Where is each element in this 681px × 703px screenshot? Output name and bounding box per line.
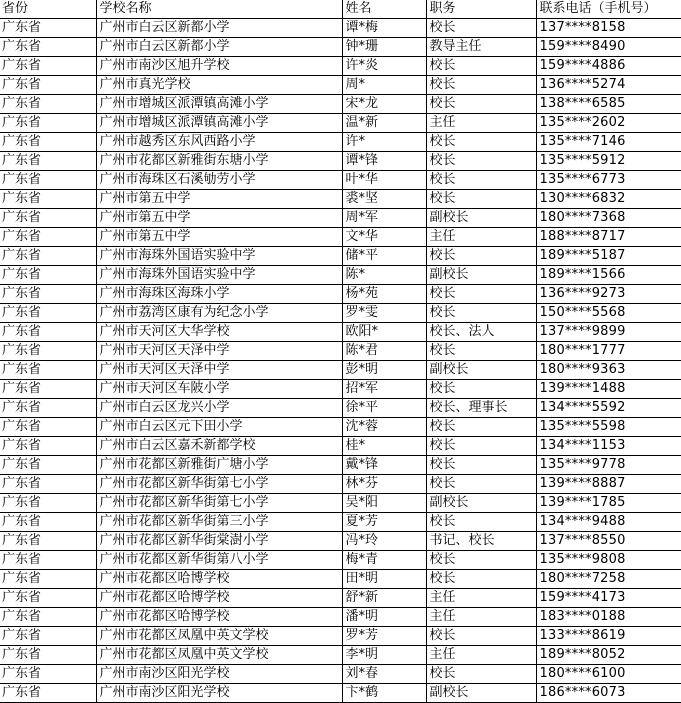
table-row bbox=[0, 19, 681, 38]
cell-person-name: 钟*珊 bbox=[342, 38, 426, 57]
cell-person-name: 戴*锋 bbox=[342, 456, 426, 475]
table-row bbox=[0, 437, 681, 456]
cell-person-name: 林*芬 bbox=[342, 475, 426, 494]
cell-person-name: 桂* bbox=[342, 437, 426, 456]
cell-school-name: 广州市花都区新华街第七小学 bbox=[96, 475, 342, 494]
table-row bbox=[0, 76, 681, 95]
table-row bbox=[0, 323, 681, 342]
cell-person-name: 谭*梅 bbox=[342, 19, 426, 38]
cell-position: 校长 bbox=[426, 513, 536, 532]
cell-position: 副校长 bbox=[426, 361, 536, 380]
cell-province: 广东省 bbox=[0, 513, 96, 532]
table-row bbox=[0, 532, 681, 551]
cell-position: 校长 bbox=[426, 57, 536, 76]
header-province: 省份 bbox=[0, 0, 96, 19]
cell-person-name: 罗*雯 bbox=[342, 304, 426, 323]
cell-province: 广东省 bbox=[0, 494, 96, 513]
cell-person-name: 温*新 bbox=[342, 114, 426, 133]
table-row bbox=[0, 209, 681, 228]
cell-school-name: 广州市海珠区石溪劬劳小学 bbox=[96, 171, 342, 190]
cell-position: 校长 bbox=[426, 95, 536, 114]
cell-phone: 189****8052 bbox=[536, 646, 681, 665]
cell-province: 广东省 bbox=[0, 247, 96, 266]
table-row bbox=[0, 494, 681, 513]
cell-province: 广东省 bbox=[0, 684, 96, 703]
cell-province: 广东省 bbox=[0, 209, 96, 228]
cell-person-name: 舒*新 bbox=[342, 589, 426, 608]
cell-phone: 139****8887 bbox=[536, 475, 681, 494]
cell-phone: 133****8619 bbox=[536, 627, 681, 646]
cell-school-name: 广州市花都区新雅街东塘小学 bbox=[96, 152, 342, 171]
cell-position: 副校长 bbox=[426, 494, 536, 513]
cell-school-name: 广州市花都区新华街第八小学 bbox=[96, 551, 342, 570]
cell-school-name: 广州市南沙区旭升学校 bbox=[96, 57, 342, 76]
cell-position: 校长、法人 bbox=[426, 323, 536, 342]
cell-province: 广东省 bbox=[0, 57, 96, 76]
cell-province: 广东省 bbox=[0, 171, 96, 190]
cell-school-name: 广州市真光学校 bbox=[96, 76, 342, 95]
cell-phone: 135****9778 bbox=[536, 456, 681, 475]
table-row bbox=[0, 551, 681, 570]
cell-phone: 139****1488 bbox=[536, 380, 681, 399]
table-row bbox=[0, 380, 681, 399]
cell-person-name: 欧阳* bbox=[342, 323, 426, 342]
cell-school-name: 广州市白云区新都小学 bbox=[96, 19, 342, 38]
cell-province: 广东省 bbox=[0, 304, 96, 323]
cell-phone: 159****8490 bbox=[536, 38, 681, 57]
cell-person-name: 刘*春 bbox=[342, 665, 426, 684]
cell-province: 广东省 bbox=[0, 95, 96, 114]
cell-province: 广东省 bbox=[0, 456, 96, 475]
table-row bbox=[0, 513, 681, 532]
cell-phone: 135****5598 bbox=[536, 418, 681, 437]
cell-phone: 189****5187 bbox=[536, 247, 681, 266]
cell-province: 广东省 bbox=[0, 19, 96, 38]
cell-person-name: 田*明 bbox=[342, 570, 426, 589]
cell-phone: 159****4173 bbox=[536, 589, 681, 608]
cell-position: 校长 bbox=[426, 190, 536, 209]
table-row bbox=[0, 228, 681, 247]
cell-person-name: 周* bbox=[342, 76, 426, 95]
cell-province: 广东省 bbox=[0, 152, 96, 171]
cell-position: 校长 bbox=[426, 665, 536, 684]
table-row bbox=[0, 342, 681, 361]
cell-position: 校长 bbox=[426, 342, 536, 361]
cell-province: 广东省 bbox=[0, 532, 96, 551]
cell-province: 广东省 bbox=[0, 76, 96, 95]
cell-person-name: 罗*芳 bbox=[342, 627, 426, 646]
cell-phone: 135****7146 bbox=[536, 133, 681, 152]
cell-phone: 135****2602 bbox=[536, 114, 681, 133]
cell-position: 校长 bbox=[426, 171, 536, 190]
cell-province: 广东省 bbox=[0, 342, 96, 361]
cell-position: 校长 bbox=[426, 551, 536, 570]
cell-school-name: 广州市天河区车陂小学 bbox=[96, 380, 342, 399]
table-row bbox=[0, 95, 681, 114]
cell-person-name: 夏*芳 bbox=[342, 513, 426, 532]
cell-province: 广东省 bbox=[0, 114, 96, 133]
cell-person-name: 梅*青 bbox=[342, 551, 426, 570]
table-row bbox=[0, 456, 681, 475]
cell-province: 广东省 bbox=[0, 551, 96, 570]
cell-province: 广东省 bbox=[0, 38, 96, 57]
cell-position: 书记、校长 bbox=[426, 532, 536, 551]
cell-phone: 183****0188 bbox=[536, 608, 681, 627]
cell-school-name: 广州市白云区元下田小学 bbox=[96, 418, 342, 437]
header-position: 职务 bbox=[426, 0, 536, 19]
cell-position: 主任 bbox=[426, 589, 536, 608]
cell-person-name: 叶*华 bbox=[342, 171, 426, 190]
cell-position: 主任 bbox=[426, 228, 536, 247]
cell-province: 广东省 bbox=[0, 608, 96, 627]
cell-province: 广东省 bbox=[0, 285, 96, 304]
cell-person-name: 徐*平 bbox=[342, 399, 426, 418]
cell-phone: 186****6073 bbox=[536, 684, 681, 703]
table-row bbox=[0, 418, 681, 437]
cell-school-name: 广州市花都区新华街第七小学 bbox=[96, 494, 342, 513]
cell-person-name: 宋*龙 bbox=[342, 95, 426, 114]
cell-position: 主任 bbox=[426, 646, 536, 665]
table-row bbox=[0, 570, 681, 589]
cell-phone: 130****6832 bbox=[536, 190, 681, 209]
cell-phone: 188****8717 bbox=[536, 228, 681, 247]
cell-school-name: 广州市海珠外国语实验中学 bbox=[96, 247, 342, 266]
cell-phone: 137****8158 bbox=[536, 19, 681, 38]
cell-person-name: 沈*蓉 bbox=[342, 418, 426, 437]
cell-position: 校长 bbox=[426, 418, 536, 437]
cell-phone: 135****6773 bbox=[536, 171, 681, 190]
cell-school-name: 广州市南沙区阳光学校 bbox=[96, 684, 342, 703]
header-phone: 联系电话（手机号） bbox=[536, 0, 681, 19]
cell-position: 校长 bbox=[426, 133, 536, 152]
table-row bbox=[0, 646, 681, 665]
cell-position: 校长 bbox=[426, 456, 536, 475]
cell-province: 广东省 bbox=[0, 399, 96, 418]
table-row bbox=[0, 589, 681, 608]
table-row bbox=[0, 171, 681, 190]
cell-person-name: 冯*玲 bbox=[342, 532, 426, 551]
cell-phone: 136****5274 bbox=[536, 76, 681, 95]
cell-phone: 134****5592 bbox=[536, 399, 681, 418]
cell-phone: 138****6585 bbox=[536, 95, 681, 114]
cell-position: 校长 bbox=[426, 152, 536, 171]
cell-school-name: 广州市花都区凤凰中英文学校 bbox=[96, 627, 342, 646]
table-row bbox=[0, 57, 681, 76]
cell-position: 副校长 bbox=[426, 209, 536, 228]
cell-phone: 180****6100 bbox=[536, 665, 681, 684]
cell-phone: 159****4886 bbox=[536, 57, 681, 76]
cell-phone: 139****1785 bbox=[536, 494, 681, 513]
cell-person-name: 裘*坚 bbox=[342, 190, 426, 209]
cell-position: 校长 bbox=[426, 76, 536, 95]
cell-person-name: 许*炎 bbox=[342, 57, 426, 76]
cell-school-name: 广州市增城区派潭镇高滩小学 bbox=[96, 95, 342, 114]
cell-person-name: 陈* bbox=[342, 266, 426, 285]
cell-phone: 180****1777 bbox=[536, 342, 681, 361]
cell-province: 广东省 bbox=[0, 266, 96, 285]
cell-school-name: 广州市花都区哈博学校 bbox=[96, 570, 342, 589]
cell-province: 广东省 bbox=[0, 570, 96, 589]
table-row bbox=[0, 304, 681, 323]
table-row bbox=[0, 114, 681, 133]
cell-school-name: 广州市花都区新华街棠澍小学 bbox=[96, 532, 342, 551]
cell-province: 广东省 bbox=[0, 190, 96, 209]
table-row bbox=[0, 684, 681, 703]
cell-school-name: 广州市海珠外国语实验中学 bbox=[96, 266, 342, 285]
cell-school-name: 广州市增城区派潭镇高滩小学 bbox=[96, 114, 342, 133]
cell-school-name: 广州市天河区天泽中学 bbox=[96, 342, 342, 361]
cell-phone: 135****5912 bbox=[536, 152, 681, 171]
table-row bbox=[0, 247, 681, 266]
cell-province: 广东省 bbox=[0, 665, 96, 684]
cell-school-name: 广州市花都区新华街第三小学 bbox=[96, 513, 342, 532]
cell-position: 校长 bbox=[426, 570, 536, 589]
cell-school-name: 广州市第五中学 bbox=[96, 190, 342, 209]
table-row bbox=[0, 285, 681, 304]
cell-province: 广东省 bbox=[0, 627, 96, 646]
cell-person-name: 李*明 bbox=[342, 646, 426, 665]
cell-province: 广东省 bbox=[0, 323, 96, 342]
cell-province: 广东省 bbox=[0, 418, 96, 437]
header-person-name: 姓名 bbox=[342, 0, 426, 19]
cell-person-name: 周*军 bbox=[342, 209, 426, 228]
cell-school-name: 广州市白云区龙兴小学 bbox=[96, 399, 342, 418]
cell-position: 副校长 bbox=[426, 266, 536, 285]
cell-school-name: 广州市花都区哈博学校 bbox=[96, 608, 342, 627]
cell-position: 教导主任 bbox=[426, 38, 536, 57]
cell-person-name: 陈*君 bbox=[342, 342, 426, 361]
cell-position: 校长 bbox=[426, 19, 536, 38]
cell-school-name: 广州市南沙区阳光学校 bbox=[96, 665, 342, 684]
cell-person-name: 文*华 bbox=[342, 228, 426, 247]
cell-position: 校长 bbox=[426, 285, 536, 304]
cell-school-name: 广州市白云区嘉禾新都学校 bbox=[96, 437, 342, 456]
cell-phone: 137****9899 bbox=[536, 323, 681, 342]
cell-phone: 135****9808 bbox=[536, 551, 681, 570]
cell-school-name: 广州市海珠区海珠小学 bbox=[96, 285, 342, 304]
cell-person-name: 潘*明 bbox=[342, 608, 426, 627]
cell-school-name: 广州市花都区凤凰中英文学校 bbox=[96, 646, 342, 665]
cell-phone: 134****9488 bbox=[536, 513, 681, 532]
cell-phone: 189****1566 bbox=[536, 266, 681, 285]
cell-school-name: 广州市白云区新都小学 bbox=[96, 38, 342, 57]
table-row bbox=[0, 266, 681, 285]
cell-person-name: 谭*锋 bbox=[342, 152, 426, 171]
header-school-name: 学校名称 bbox=[96, 0, 342, 19]
table-row bbox=[0, 627, 681, 646]
cell-province: 广东省 bbox=[0, 361, 96, 380]
header-row bbox=[0, 0, 681, 19]
cell-province: 广东省 bbox=[0, 380, 96, 399]
cell-position: 主任 bbox=[426, 608, 536, 627]
cell-position: 校长 bbox=[426, 247, 536, 266]
cell-phone: 150****5568 bbox=[536, 304, 681, 323]
table-row bbox=[0, 190, 681, 209]
cell-position: 校长 bbox=[426, 627, 536, 646]
cell-position: 校长 bbox=[426, 304, 536, 323]
table-row bbox=[0, 361, 681, 380]
table-row bbox=[0, 38, 681, 57]
cell-person-name: 吴*阳 bbox=[342, 494, 426, 513]
cell-person-name: 许* bbox=[342, 133, 426, 152]
cell-province: 广东省 bbox=[0, 646, 96, 665]
cell-position: 校长 bbox=[426, 437, 536, 456]
cell-school-name: 广州市天河区大华学校 bbox=[96, 323, 342, 342]
cell-school-name: 广州市荔湾区康有为纪念小学 bbox=[96, 304, 342, 323]
cell-position: 校长、理事长 bbox=[426, 399, 536, 418]
cell-province: 广东省 bbox=[0, 437, 96, 456]
table-row bbox=[0, 399, 681, 418]
cell-person-name: 卞*鹤 bbox=[342, 684, 426, 703]
cell-phone: 137****8550 bbox=[536, 532, 681, 551]
cell-phone: 136****9273 bbox=[536, 285, 681, 304]
table-row bbox=[0, 608, 681, 627]
cell-person-name: 杨*苑 bbox=[342, 285, 426, 304]
table-body bbox=[0, 19, 681, 703]
cell-phone: 180****7258 bbox=[536, 570, 681, 589]
cell-person-name: 招*军 bbox=[342, 380, 426, 399]
cell-position: 副校长 bbox=[426, 684, 536, 703]
cell-position: 校长 bbox=[426, 475, 536, 494]
cell-phone: 180****9363 bbox=[536, 361, 681, 380]
cell-school-name: 广州市花都区新雅街广塘小学 bbox=[96, 456, 342, 475]
table-row bbox=[0, 475, 681, 494]
cell-person-name: 储*平 bbox=[342, 247, 426, 266]
cell-school-name: 广州市第五中学 bbox=[96, 209, 342, 228]
cell-position: 主任 bbox=[426, 114, 536, 133]
table-row bbox=[0, 152, 681, 171]
table-row bbox=[0, 665, 681, 684]
cell-school-name: 广州市越秀区东风西路小学 bbox=[96, 133, 342, 152]
cell-position: 校长 bbox=[426, 380, 536, 399]
cell-phone: 134****1153 bbox=[536, 437, 681, 456]
table-row bbox=[0, 133, 681, 152]
cell-phone: 180****7368 bbox=[536, 209, 681, 228]
cell-province: 广东省 bbox=[0, 228, 96, 247]
cell-person-name: 彭*明 bbox=[342, 361, 426, 380]
cell-school-name: 广州市第五中学 bbox=[96, 228, 342, 247]
cell-province: 广东省 bbox=[0, 133, 96, 152]
cell-province: 广东省 bbox=[0, 475, 96, 494]
cell-province: 广东省 bbox=[0, 589, 96, 608]
cell-school-name: 广州市天河区天泽中学 bbox=[96, 361, 342, 380]
cell-school-name: 广州市花都区哈博学校 bbox=[96, 589, 342, 608]
